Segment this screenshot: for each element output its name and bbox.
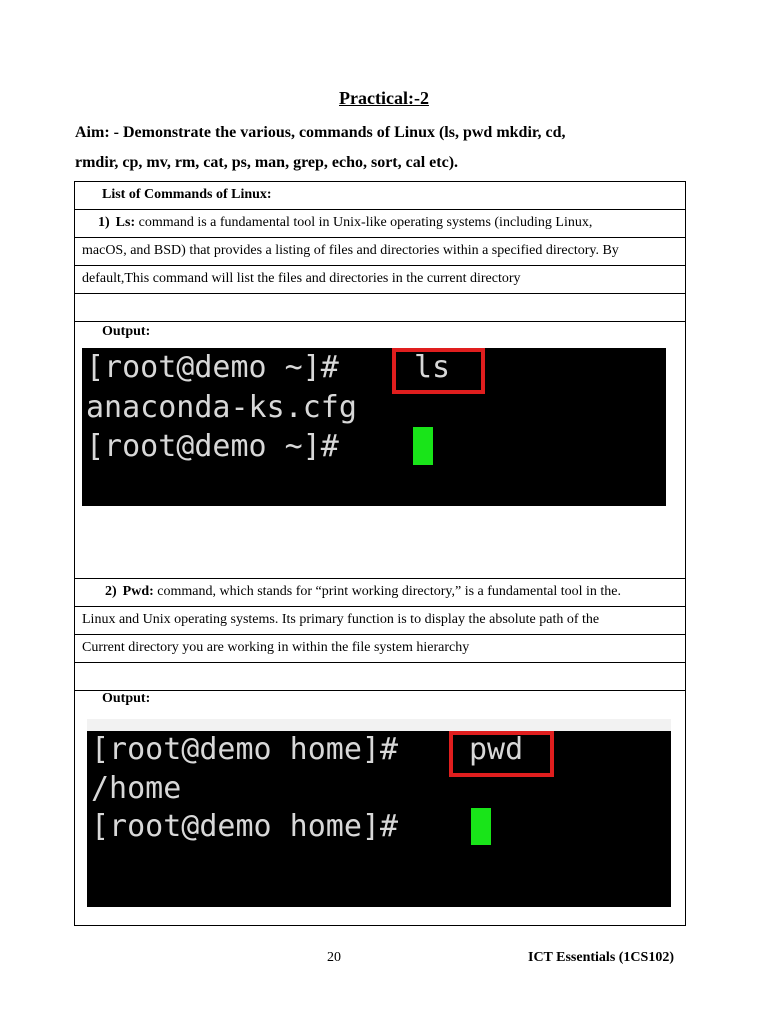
terminal-top-gap (87, 719, 671, 731)
terminal-prompt-line: [root@demo ~]# (86, 350, 357, 385)
ls-description-line-1 (75, 210, 685, 238)
ls-description-line-3: default,This command will list the files and directories in the current directory (75, 266, 685, 294)
terminal-prompt-line-2: [root@demo home]# (91, 809, 417, 844)
terminal-command: ls (414, 350, 451, 385)
aim-line-2: rmdir, cp, mv, rm, cat, ps, man, grep, echo, sort, cal etc). (75, 154, 459, 171)
pwd-number: 2) (105, 584, 117, 599)
ls-output-label: Output: (102, 324, 151, 339)
blank-row (75, 294, 685, 322)
course-name: ICT Essentials (1CS102) (528, 950, 674, 965)
commands-heading: List of Commands of Linux: (75, 182, 685, 210)
terminal-output-line: /home (91, 771, 182, 806)
pwd-output-label: Output: (102, 691, 151, 706)
ls-number: 1) (98, 215, 110, 230)
aim-line-1: Aim: - Demonstrate the various, commands of Linux (ls, pwd mkdir, cd, (75, 124, 566, 141)
commands-table-ls (74, 181, 686, 579)
pwd-description-line-1 (75, 579, 685, 607)
commands-table-pwd (74, 578, 686, 926)
terminal-output-line: anaconda-ks.cfg (86, 390, 357, 425)
terminal-cursor (413, 427, 433, 465)
page-number: 20 (327, 950, 341, 965)
pwd-terminal (87, 731, 671, 907)
terminal-prompt-line: [root@demo home]# (91, 732, 417, 767)
terminal-prompt-line-2: [root@demo ~]# (86, 429, 357, 464)
pwd-text-1: command, which stands for “print working directory,” is a fundamental tool in the. (157, 584, 621, 599)
terminal-cursor (471, 808, 491, 845)
pwd-keyword: Pwd: (122, 584, 154, 599)
terminal-command: pwd (469, 732, 524, 767)
ls-description-line-2: macOS, and BSD) that provides a listing of files and directories within a specified directory. By (75, 238, 685, 266)
pwd-description-line-3: Current directory you are working in within the file system hierarchy (75, 635, 685, 663)
ls-terminal (82, 348, 666, 506)
ls-keyword: Ls: (115, 215, 136, 230)
blank-row (75, 663, 685, 691)
page-title: Practical:-2 (339, 88, 429, 108)
pwd-description-line-2: Linux and Unix operating systems. Its primary function is to display the absolute path of the (75, 607, 685, 635)
ls-text-1: command is a fundamental tool in Unix-like operating systems (including Linux, (138, 215, 593, 230)
